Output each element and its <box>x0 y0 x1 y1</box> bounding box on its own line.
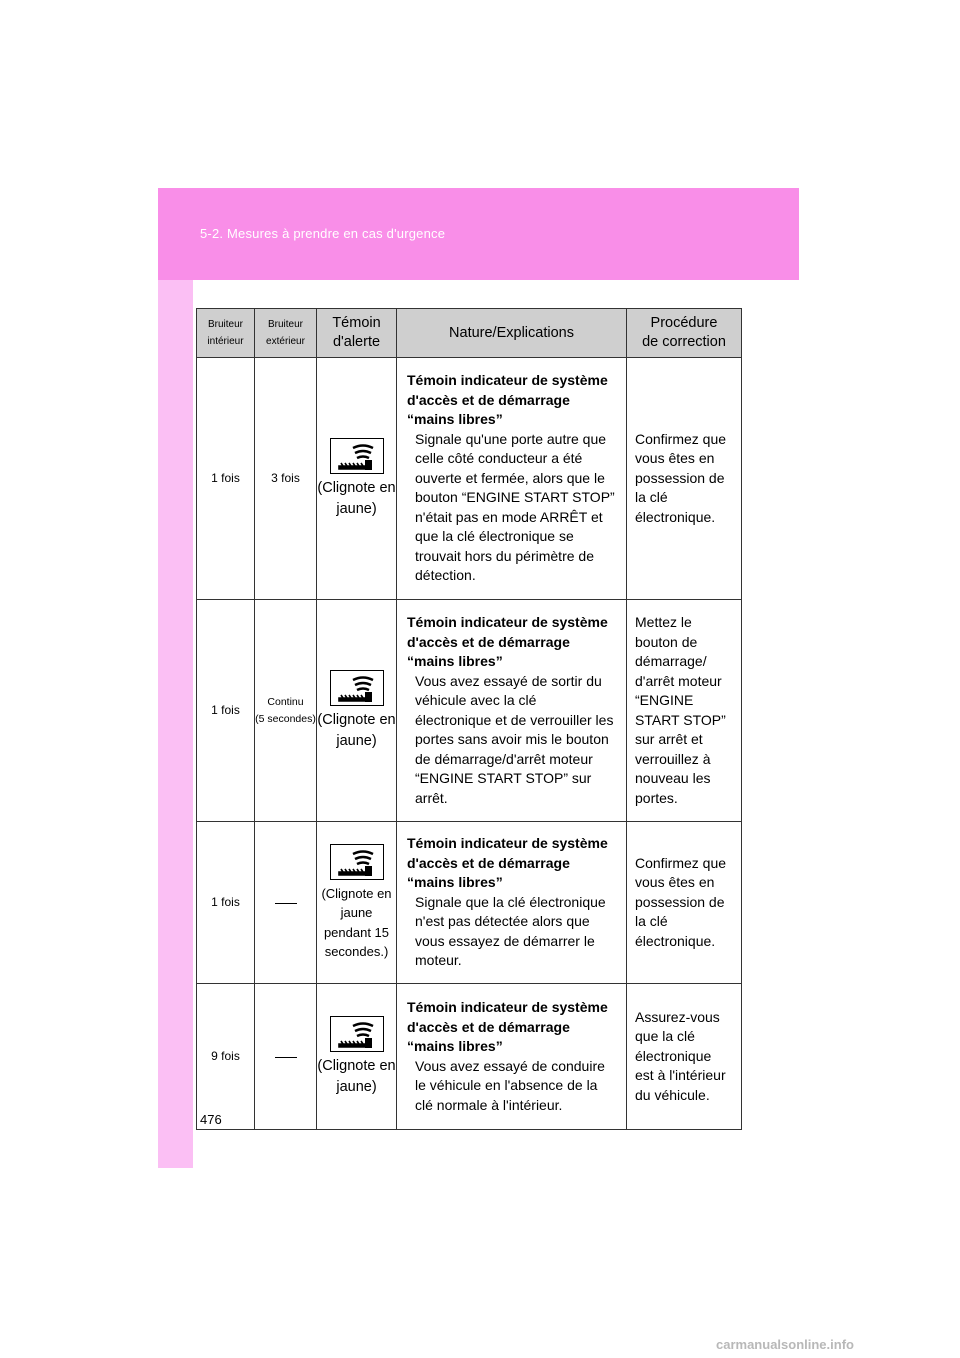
explanation-cell <box>397 600 627 822</box>
table-row <box>197 822 742 984</box>
explanation-cell <box>397 822 627 984</box>
watermark: carmanualsonline.info <box>716 1337 854 1352</box>
header-exterior-buzzer: Bruiteur extérieur <box>255 309 317 358</box>
section-title: 5-2. Mesures à prendre en cas d'urgence <box>200 226 446 241</box>
dash-mark <box>275 1057 297 1058</box>
page-number: 476 <box>200 1112 222 1127</box>
exterior-count-empty <box>255 984 317 1130</box>
header-procedure: Procédure de correction <box>627 309 742 358</box>
indicator-text: (Clignote en jaune) <box>317 1058 396 1095</box>
interior-count: 1 fois <box>197 600 255 822</box>
exterior-count-empty <box>255 822 317 984</box>
dash-mark <box>275 903 297 904</box>
indicator-cell <box>317 600 397 822</box>
smart-key-indicator-icon <box>330 670 384 706</box>
indicator-cell <box>317 984 397 1130</box>
indicator-cell <box>317 822 397 984</box>
table-header-row <box>197 309 742 358</box>
exterior-count: 3 fois <box>255 358 317 600</box>
procedure-text: Assurez-vous que la clé électronique est à l'intérieur du véhicule. <box>627 984 742 1130</box>
table-row <box>197 600 742 822</box>
procedure-text: Confirmez que vous êtes en possession de la clé électronique. <box>627 358 742 600</box>
smart-key-indicator-icon <box>330 844 384 880</box>
table-row <box>197 984 742 1130</box>
smart-key-indicator-icon <box>330 438 384 474</box>
smart-key-indicator-icon <box>330 1016 384 1052</box>
indicator-text: (Clignote en jaune) <box>317 480 396 517</box>
explanation-title: Témoin indicateur de système d'accès et de démarrage “mains libres” <box>407 372 608 428</box>
explanation-cell <box>397 984 627 1130</box>
header-nature: Nature/Explications <box>397 309 627 358</box>
procedure-text: Confirmez que vous êtes en possession de la clé électronique. <box>627 822 742 984</box>
indicator-text: (Clignote en jaune pendant 15 secondes.) <box>321 885 392 959</box>
table-row <box>197 358 742 600</box>
interior-count: 9 fois <box>197 984 255 1130</box>
side-strip <box>158 188 193 1168</box>
explanation-title: Témoin indicateur de système d'accès et de démarrage “mains libres” <box>407 614 608 669</box>
header-interior-buzzer: Bruiteur intérieur <box>197 309 255 358</box>
warning-buzzer-table <box>196 308 742 1130</box>
explanation-text: Signale que la clé électronique n'est pas détectée alors que vous essayez de démarrer le moteur. <box>415 893 606 969</box>
explanation-title: Témoin indicateur de système d'accès et de démarrage “mains libres” <box>407 835 608 891</box>
procedure-text: Mettez le bouton de démarrage/ d'arrêt moteur “ENGINE START STOP” sur arrêt et verrouillez à nouveau les portes. <box>627 600 742 822</box>
interior-count: 1 fois <box>197 822 255 984</box>
explanation-text: Vous avez essayé de conduire le véhicule en l'absence de la clé normale à l'intérieur. <box>415 1057 605 1113</box>
indicator-cell <box>317 358 397 600</box>
indicator-text: (Clignote en jaune) <box>317 712 396 749</box>
explanation-title: Témoin indicateur de système d'accès et de démarrage “mains libres” <box>407 999 608 1054</box>
explanation-cell <box>397 358 627 600</box>
exterior-count: Continu (5 secondes) <box>255 600 317 822</box>
explanation-text: Signale qu'une porte autre que celle côté conducteur a été ouverte et fermée, alors que le bouton “ENGINE START STOP” n'était pas en mode ARRÊT et que la clé électronique se trouvait hors du périmètre de détection. <box>415 430 615 584</box>
explanation-text: Vous avez essayé de sortir du véhicule avec la clé électronique et de verrouiller les portes sans avoir mis le bouton de démarrage/d'arrêt moteur “ENGINE START STOP” sur arrêt. <box>415 672 614 806</box>
interior-count: 1 fois <box>197 358 255 600</box>
header-warning-light: Témoin d'alerte <box>317 309 397 358</box>
